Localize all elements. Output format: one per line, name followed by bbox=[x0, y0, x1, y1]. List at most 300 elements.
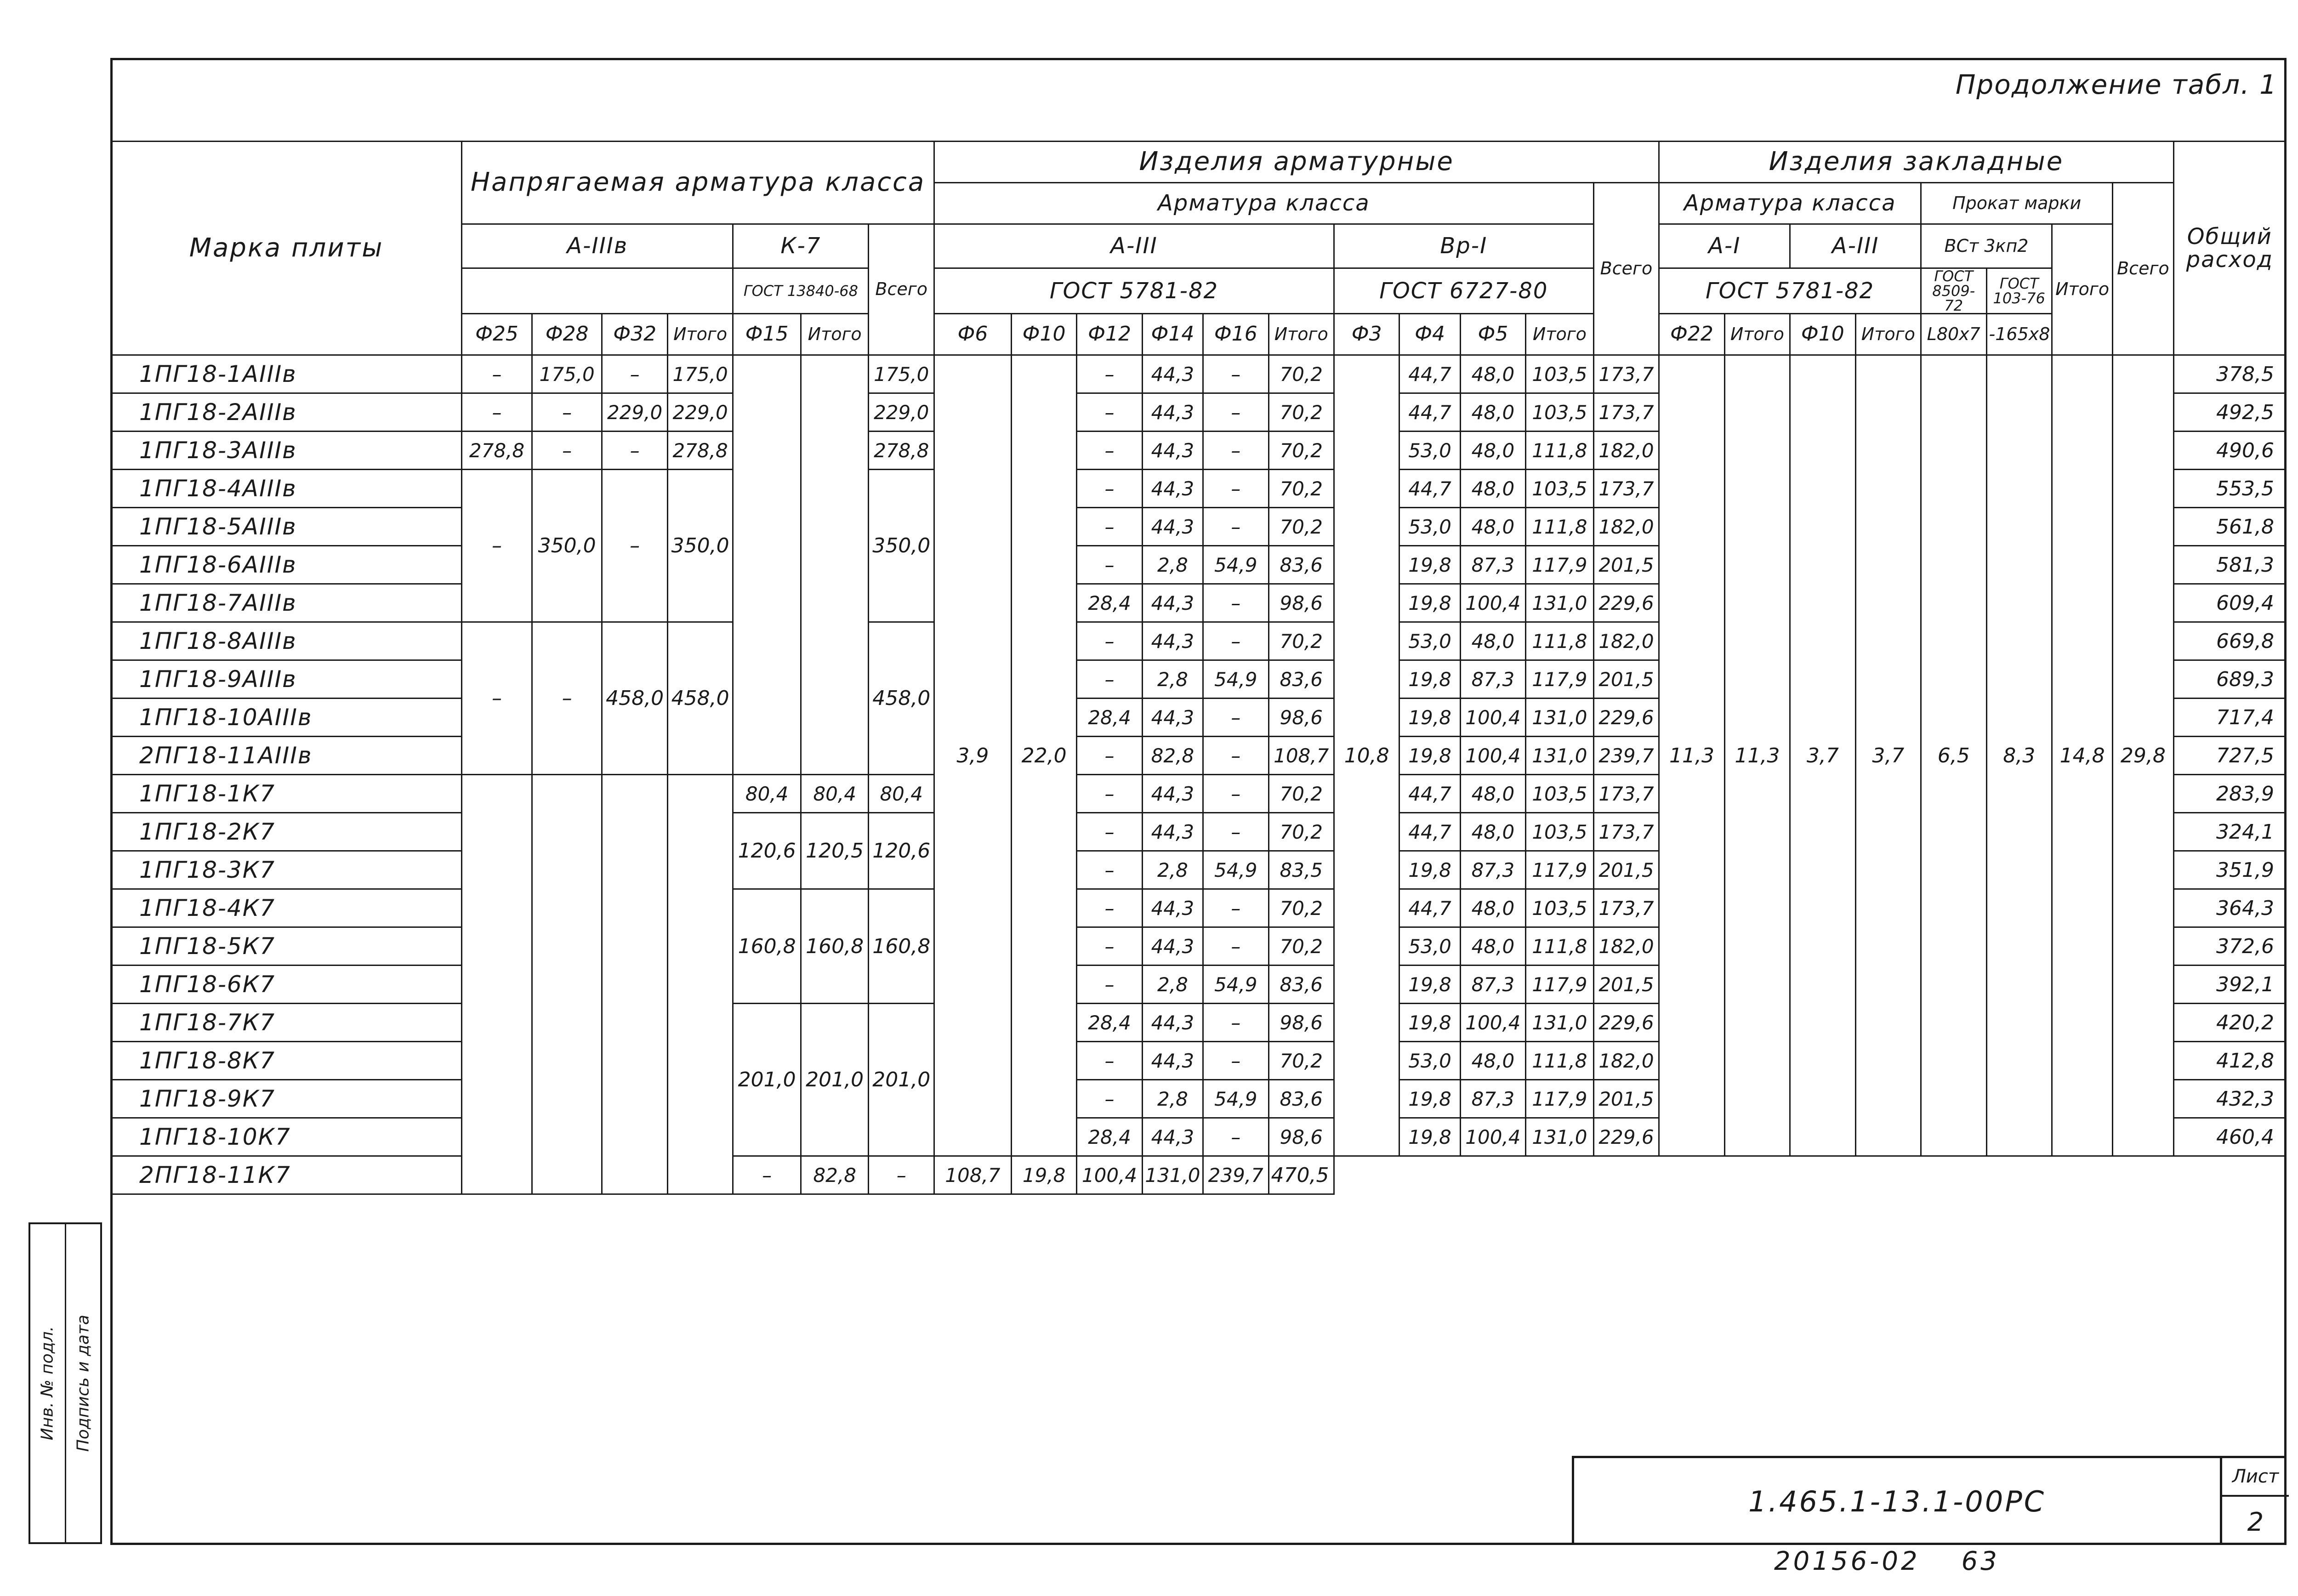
phi12-cell: – bbox=[733, 1156, 801, 1194]
phi16-cell: – bbox=[1203, 775, 1268, 813]
products-vsego-cell: 239,7 bbox=[1203, 1156, 1268, 1194]
products-vsego-cell: 229,6 bbox=[1593, 1118, 1659, 1156]
phi14-cell: 44,3 bbox=[1142, 622, 1203, 660]
phi16-cell: – bbox=[1203, 355, 1268, 393]
slab-mark: 1ПГ18-3АIIIв bbox=[111, 432, 462, 470]
products-vsego-cell: 201,5 bbox=[1593, 660, 1659, 699]
phi16-cell: – bbox=[1203, 699, 1268, 737]
col-l80: L80х7 bbox=[1921, 314, 1986, 355]
phi16-cell: – bbox=[1203, 1042, 1268, 1080]
vsego-embedded-cell: 29,8 bbox=[2113, 355, 2173, 1156]
a3-standard: ГОСТ 5781-82 bbox=[934, 268, 1334, 314]
phi14-cell: 44,3 bbox=[1142, 1118, 1203, 1156]
products-vsego-cell: 201,5 bbox=[1593, 851, 1659, 889]
phi14-cell: 2,8 bbox=[1142, 546, 1203, 584]
col-phi25: Ф25 bbox=[462, 314, 532, 355]
phi28-cell: – bbox=[532, 432, 602, 470]
bp1-itogo-cell: 103,5 bbox=[1526, 355, 1594, 393]
phi4-cell: 53,0 bbox=[1399, 508, 1460, 546]
phi4-cell: 19,8 bbox=[1399, 851, 1460, 889]
phi4-cell: 19,8 bbox=[1011, 1156, 1076, 1194]
phi16-cell: – bbox=[1203, 622, 1268, 660]
phi14-cell: 2,8 bbox=[1142, 660, 1203, 699]
bp1-itogo-cell: 131,0 bbox=[1526, 737, 1594, 775]
phi12-cell: – bbox=[1077, 737, 1142, 775]
phi14-cell: 44,3 bbox=[1142, 508, 1203, 546]
a3v-itogo-cell: 350,0 bbox=[667, 470, 733, 622]
class-bp1-header: Вр-I bbox=[1334, 224, 1593, 268]
total-cell: 351,9 bbox=[2173, 851, 2286, 889]
rolled-header: Прокат марки bbox=[1921, 183, 2113, 224]
slab-mark: 1ПГ18-4К7 bbox=[111, 889, 462, 927]
phi5-cell: 87,3 bbox=[1460, 1080, 1525, 1118]
a3v-empty-cell bbox=[532, 775, 602, 1194]
bp1-itogo-cell: 117,9 bbox=[1526, 660, 1594, 699]
a3-itogo-cell: 83,6 bbox=[1268, 966, 1334, 1004]
a3-itogo-cell: 70,2 bbox=[1268, 508, 1334, 546]
archive-number: 20156-02 bbox=[1774, 1546, 1920, 1576]
phi15-cell: 120,6 bbox=[733, 813, 801, 889]
class-k7-header: К-7 bbox=[733, 224, 869, 268]
phi16-cell: 54,9 bbox=[1203, 966, 1268, 1004]
slab-mark: 1ПГ18-7К7 bbox=[111, 1004, 462, 1042]
prestressed-vsego-cell: 201,0 bbox=[869, 1004, 934, 1156]
table-row bbox=[111, 1156, 2286, 1194]
bp1-itogo-cell: 131,0 bbox=[1526, 584, 1594, 622]
total-cell: 492,5 bbox=[2173, 393, 2286, 432]
phi4-cell: 19,8 bbox=[1399, 1080, 1460, 1118]
slab-mark: 1ПГ18-5К7 bbox=[111, 927, 462, 966]
phi5-cell: 87,3 bbox=[1460, 546, 1525, 584]
phi16-cell: 54,9 bbox=[1203, 1080, 1268, 1118]
phi25-cell: – bbox=[462, 393, 532, 432]
slab-mark: 1ПГ18-2АIIIв bbox=[111, 393, 462, 432]
phi14-cell: 44,3 bbox=[1142, 584, 1203, 622]
phi32-cell: – bbox=[602, 470, 667, 622]
a3-itogo-cell: 108,7 bbox=[1268, 737, 1334, 775]
phi14-cell: 44,3 bbox=[1142, 927, 1203, 966]
slab-mark: 2ПГ18-11К7 bbox=[111, 1156, 462, 1194]
phi32-cell: – bbox=[602, 432, 667, 470]
phi12-cell: – bbox=[1077, 470, 1142, 508]
phi5-cell: 48,0 bbox=[1460, 508, 1525, 546]
phi5-cell: 48,0 bbox=[1460, 1042, 1525, 1080]
phi4-cell: 19,8 bbox=[1399, 546, 1460, 584]
products-vsego-cell: 229,6 bbox=[1593, 699, 1659, 737]
phi12-cell: – bbox=[1077, 393, 1142, 432]
phi25-cell: – bbox=[462, 622, 532, 775]
products-vsego-cell: 182,0 bbox=[1593, 432, 1659, 470]
s65-cell: 8,3 bbox=[1986, 355, 2052, 1156]
phi14-cell: 82,8 bbox=[801, 1156, 869, 1194]
phi12-cell: – bbox=[1077, 1042, 1142, 1080]
a3-itogo-cell: 70,2 bbox=[1268, 927, 1334, 966]
prestressed-vsego-cell: 80,4 bbox=[869, 775, 934, 813]
total-cell: 378,5 bbox=[2173, 355, 2286, 393]
embedded-vsego-header: Всего bbox=[2113, 183, 2173, 355]
bp1-itogo-cell: 111,8 bbox=[1526, 927, 1594, 966]
a3-itogo-cell: 70,2 bbox=[1268, 622, 1334, 660]
phi5-cell: 87,3 bbox=[1460, 966, 1525, 1004]
phi4-cell: 44,7 bbox=[1399, 470, 1460, 508]
slab-mark: 1ПГ18-8К7 bbox=[111, 1042, 462, 1080]
products-vsego-cell: 182,0 bbox=[1593, 622, 1659, 660]
phi14-cell: 44,3 bbox=[1142, 355, 1203, 393]
total-cell: 283,9 bbox=[2173, 775, 2286, 813]
phi28-cell: – bbox=[532, 622, 602, 775]
products-vsego-header: Всего bbox=[1593, 183, 1659, 355]
phi16-cell: – bbox=[1203, 470, 1268, 508]
signature-box bbox=[66, 1224, 101, 1542]
slab-mark: 1ПГ18-9К7 bbox=[111, 1080, 462, 1118]
products-class-header: Арматура класса bbox=[934, 183, 1593, 224]
phi14-cell: 2,8 bbox=[1142, 966, 1203, 1004]
phi16-cell: – bbox=[1203, 1004, 1268, 1042]
phi5-cell: 48,0 bbox=[1460, 622, 1525, 660]
phi12-cell: – bbox=[1077, 508, 1142, 546]
a3-itogo-cell: 70,2 bbox=[1268, 470, 1334, 508]
col-phi10e: Ф10 bbox=[1790, 314, 1855, 355]
products-vsego-cell: 173,7 bbox=[1593, 889, 1659, 927]
phi14-cell: 2,8 bbox=[1142, 851, 1203, 889]
phi5-cell: 100,4 bbox=[1460, 1118, 1525, 1156]
products-vsego-cell: 239,7 bbox=[1593, 737, 1659, 775]
phi16-cell: – bbox=[1203, 584, 1268, 622]
phi12-cell: – bbox=[1077, 927, 1142, 966]
phi5-cell: 87,3 bbox=[1460, 660, 1525, 699]
slab-mark: 1ПГ18-1АIIIв bbox=[111, 355, 462, 393]
a3-itogo-cell: 98,6 bbox=[1268, 1118, 1334, 1156]
phi10e-cell: 3,7 bbox=[1790, 355, 1855, 1156]
phi10-cell: 22,0 bbox=[1011, 355, 1076, 1156]
phi14-cell: 82,8 bbox=[1142, 737, 1203, 775]
a3-itogo-cell: 70,2 bbox=[1268, 775, 1334, 813]
products-vsego-cell: 229,6 bbox=[1593, 1004, 1659, 1042]
phi25-cell: 278,8 bbox=[462, 432, 532, 470]
phi16-cell: – bbox=[1203, 1118, 1268, 1156]
itogo-a1-cell: 11,3 bbox=[1724, 355, 1790, 1156]
rolled-itogo-header: Итого bbox=[2052, 224, 2112, 355]
col-phi22: Ф22 bbox=[1659, 314, 1724, 355]
total-cell: 490,6 bbox=[2173, 432, 2286, 470]
phi16-cell: – bbox=[869, 1156, 934, 1194]
document-code: 1.465.1-13.1-00РС bbox=[1574, 1458, 2222, 1545]
slab-mark: 1ПГ18-6АIIIв bbox=[111, 546, 462, 584]
k7-empty-cell bbox=[733, 355, 801, 775]
phi4-cell: 44,7 bbox=[1399, 355, 1460, 393]
phi12-cell: 28,4 bbox=[1077, 584, 1142, 622]
total-cell: 470,5 bbox=[1268, 1156, 1334, 1194]
col-phi3: Ф3 bbox=[1334, 314, 1399, 355]
a3-itogo-cell: 98,6 bbox=[1268, 699, 1334, 737]
bp1-itogo-cell: 117,9 bbox=[1526, 546, 1594, 584]
class-vst-header: ВСт 3кп2 bbox=[1921, 224, 2052, 268]
phi12-cell: 28,4 bbox=[1077, 1118, 1142, 1156]
col-a3-itogo: Итого bbox=[1268, 314, 1334, 355]
phi12-cell: – bbox=[1077, 1080, 1142, 1118]
col-s65: -165х8 bbox=[1986, 314, 2052, 355]
phi5-cell: 48,0 bbox=[1460, 813, 1525, 851]
a3-itogo-cell: 70,2 bbox=[1268, 889, 1334, 927]
phi16-cell: 54,9 bbox=[1203, 851, 1268, 889]
col-phi6: Ф6 bbox=[934, 314, 1011, 355]
phi12-cell: 28,4 bbox=[1077, 699, 1142, 737]
itogo-rolled-cell: 14,8 bbox=[2052, 355, 2112, 1156]
a3v-itogo-cell: 229,0 bbox=[667, 393, 733, 432]
total-cell: 460,4 bbox=[2173, 1118, 2286, 1156]
a3-itogo-cell: 83,6 bbox=[1268, 546, 1334, 584]
title-block bbox=[1572, 1456, 2287, 1545]
col-phi32: Ф32 bbox=[602, 314, 667, 355]
slab-mark: 1ПГ18-1К7 bbox=[111, 775, 462, 813]
bp1-itogo-cell: 103,5 bbox=[1526, 393, 1594, 432]
phi14-cell: 44,3 bbox=[1142, 432, 1203, 470]
a3-itogo-cell: 70,2 bbox=[1268, 432, 1334, 470]
phi5-cell: 48,0 bbox=[1460, 432, 1525, 470]
products-vsego-cell: 201,5 bbox=[1593, 966, 1659, 1004]
continuation-note: Продолжение табл. 1 bbox=[1955, 69, 2277, 100]
phi16-cell: – bbox=[1203, 813, 1268, 851]
k7-itogo-cell: 201,0 bbox=[801, 1004, 869, 1156]
phi28-cell: 350,0 bbox=[532, 470, 602, 622]
col-a3v-itogo: Итого bbox=[667, 314, 733, 355]
phi4-cell: 19,8 bbox=[1399, 1004, 1460, 1042]
phi32-cell: 458,0 bbox=[602, 622, 667, 775]
phi16-cell: – bbox=[1203, 889, 1268, 927]
inventory-label: Инв. № подл. bbox=[38, 1326, 57, 1441]
reinforcement-table bbox=[110, 141, 2287, 1195]
phi22-cell: 11,3 bbox=[1659, 355, 1724, 1156]
slab-mark: 1ПГ18-2К7 bbox=[111, 813, 462, 851]
phi14-cell: 2,8 bbox=[1142, 1080, 1203, 1118]
vst-standard-b: ГОСТ 103-76 bbox=[1986, 268, 2052, 314]
col-phi10: Ф10 bbox=[1011, 314, 1076, 355]
col-bp1-itogo: Итого bbox=[1526, 314, 1594, 355]
phi4-cell: 53,0 bbox=[1399, 1042, 1460, 1080]
bp1-itogo-cell: 117,9 bbox=[1526, 966, 1594, 1004]
phi12-cell: – bbox=[1077, 889, 1142, 927]
a3-itogo-cell: 108,7 bbox=[934, 1156, 1011, 1194]
phi12-cell: – bbox=[1077, 813, 1142, 851]
phi14-cell: 44,3 bbox=[1142, 813, 1203, 851]
total-cell: 392,1 bbox=[2173, 966, 2286, 1004]
products-group-header: Изделия арматурные bbox=[934, 142, 1659, 183]
phi12-cell: – bbox=[1077, 622, 1142, 660]
phi12-cell: – bbox=[1077, 851, 1142, 889]
phi12-cell: – bbox=[1077, 660, 1142, 699]
phi4-cell: 53,0 bbox=[1399, 622, 1460, 660]
total-cell: 432,3 bbox=[2173, 1080, 2286, 1118]
phi28-cell: – bbox=[532, 393, 602, 432]
products-vsego-cell: 173,7 bbox=[1593, 470, 1659, 508]
col-phi12: Ф12 bbox=[1077, 314, 1142, 355]
a3-itogo-cell: 98,6 bbox=[1268, 1004, 1334, 1042]
table-row bbox=[111, 355, 2286, 393]
slab-mark: 1ПГ18-4АIIIв bbox=[111, 470, 462, 508]
k7-itogo-cell: 120,5 bbox=[801, 813, 869, 889]
total-cell: 553,5 bbox=[2173, 470, 2286, 508]
phi32-cell: – bbox=[602, 355, 667, 393]
class-a3e-header: А-III bbox=[1790, 224, 1921, 268]
phi16-cell: 54,9 bbox=[1203, 546, 1268, 584]
prestressed-vsego-cell: 350,0 bbox=[869, 470, 934, 622]
total-cell: 324,1 bbox=[2173, 813, 2286, 851]
a3v-standard-cell bbox=[462, 268, 733, 314]
phi16-cell: – bbox=[1203, 432, 1268, 470]
bp1-itogo-cell: 111,8 bbox=[1526, 622, 1594, 660]
total-cell: 717,4 bbox=[2173, 699, 2286, 737]
slab-mark: 1ПГ18-5АIIIв bbox=[111, 508, 462, 546]
total-cell: 609,4 bbox=[2173, 584, 2286, 622]
bp1-standard: ГОСТ 6727-80 bbox=[1334, 268, 1593, 314]
bp1-itogo-cell: 111,8 bbox=[1526, 508, 1594, 546]
products-vsego-cell: 173,7 bbox=[1593, 355, 1659, 393]
table-body bbox=[111, 355, 2286, 1194]
phi14-cell: 44,3 bbox=[1142, 1004, 1203, 1042]
k7-empty-cell bbox=[801, 355, 869, 775]
slab-mark: 2ПГ18-11АIIIв bbox=[111, 737, 462, 775]
a3-itogo-cell: 98,6 bbox=[1268, 584, 1334, 622]
products-vsego-cell: 182,0 bbox=[1593, 508, 1659, 546]
bp1-itogo-cell: 103,5 bbox=[1526, 775, 1594, 813]
col-phi16: Ф16 bbox=[1203, 314, 1268, 355]
a3-itogo-cell: 70,2 bbox=[1268, 1042, 1334, 1080]
slab-mark: 1ПГ18-3К7 bbox=[111, 851, 462, 889]
phi14-cell: 44,3 bbox=[1142, 470, 1203, 508]
l80-cell: 6,5 bbox=[1921, 355, 1986, 1156]
col-phi15: Ф15 bbox=[733, 314, 801, 355]
prestressed-vsego-cell: 229,0 bbox=[869, 393, 934, 432]
class-a3-header: А-III bbox=[934, 224, 1334, 268]
phi5-cell: 48,0 bbox=[1460, 355, 1525, 393]
phi15-cell: 201,0 bbox=[733, 1004, 801, 1156]
total-cell: 669,8 bbox=[2173, 622, 2286, 660]
slab-mark: 1ПГ18-6К7 bbox=[111, 966, 462, 1004]
total-cell: 561,8 bbox=[2173, 508, 2286, 546]
phi25-cell: – bbox=[462, 470, 532, 622]
col-a3e-itogo: Итого bbox=[1855, 314, 1921, 355]
slab-mark: 1ПГ18-8АIIIв bbox=[111, 622, 462, 660]
k7-standard: ГОСТ 13840-68 bbox=[733, 268, 869, 314]
prestressed-vsego-cell: 175,0 bbox=[869, 355, 934, 393]
phi15-cell: 160,8 bbox=[733, 889, 801, 1004]
products-vsego-cell: 229,6 bbox=[1593, 584, 1659, 622]
signature-label: Подпись и дата bbox=[74, 1314, 93, 1452]
phi5-cell: 48,0 bbox=[1460, 470, 1525, 508]
bp1-itogo-cell: 117,9 bbox=[1526, 851, 1594, 889]
phi16-cell: – bbox=[1203, 393, 1268, 432]
sheet-label: Лист bbox=[2222, 1458, 2289, 1497]
bp1-itogo-cell: 103,5 bbox=[1526, 889, 1594, 927]
phi12-cell: – bbox=[1077, 432, 1142, 470]
phi16-cell: – bbox=[1203, 508, 1268, 546]
phi32-cell: 229,0 bbox=[602, 393, 667, 432]
a3-itogo-cell: 83,6 bbox=[1268, 1080, 1334, 1118]
bp1-itogo-cell: 117,9 bbox=[1526, 1080, 1594, 1118]
k7-itogo-cell: 80,4 bbox=[801, 775, 869, 813]
a3-itogo-cell: 70,2 bbox=[1268, 355, 1334, 393]
phi4-cell: 44,7 bbox=[1399, 813, 1460, 851]
vst-standard-a: ГОСТ 8509-72 bbox=[1921, 268, 1986, 314]
a3v-itogo-cell: 175,0 bbox=[667, 355, 733, 393]
products-vsego-cell: 173,7 bbox=[1593, 775, 1659, 813]
phi4-cell: 19,8 bbox=[1399, 966, 1460, 1004]
bp1-itogo-cell: 131,0 bbox=[1526, 1004, 1594, 1042]
products-vsego-cell: 173,7 bbox=[1593, 393, 1659, 432]
sheet-number: 2 bbox=[2247, 1507, 2264, 1537]
a3-itogo-cell: 70,2 bbox=[1268, 813, 1334, 851]
phi5-cell: 48,0 bbox=[1460, 393, 1525, 432]
bp1-itogo-cell: 111,8 bbox=[1526, 1042, 1594, 1080]
phi4-cell: 19,8 bbox=[1399, 584, 1460, 622]
phi5-cell: 100,4 bbox=[1460, 1004, 1525, 1042]
class-a1-header: А-I bbox=[1659, 224, 1790, 268]
bp1-itogo-cell: 131,0 bbox=[1142, 1156, 1203, 1194]
slab-mark: 1ПГ18-10АIIIв bbox=[111, 699, 462, 737]
phi12-cell: – bbox=[1077, 546, 1142, 584]
total-cell: 364,3 bbox=[2173, 889, 2286, 927]
bp1-itogo-cell: 131,0 bbox=[1526, 699, 1594, 737]
col-a1-itogo: Итого bbox=[1724, 314, 1790, 355]
embedded-group-header: Изделия закладные bbox=[1659, 142, 2173, 183]
page-number: 63 bbox=[1961, 1546, 2000, 1576]
phi5-cell: 48,0 bbox=[1460, 889, 1525, 927]
phi16-cell: – bbox=[1203, 737, 1268, 775]
products-vsego-cell: 201,5 bbox=[1593, 1080, 1659, 1118]
phi3-cell: 10,8 bbox=[1334, 355, 1399, 1156]
products-vsego-cell: 201,5 bbox=[1593, 546, 1659, 584]
phi12-cell: – bbox=[1077, 775, 1142, 813]
col-phi5: Ф5 bbox=[1460, 314, 1525, 355]
archive-line bbox=[1774, 1546, 2000, 1576]
phi14-cell: 44,3 bbox=[1142, 889, 1203, 927]
phi4-cell: 19,8 bbox=[1399, 737, 1460, 775]
a3-itogo-cell: 83,5 bbox=[1268, 851, 1334, 889]
total-header: Общий расход bbox=[2173, 142, 2286, 355]
phi12-cell: – bbox=[1077, 355, 1142, 393]
slab-mark: 1ПГ18-7АIIIв bbox=[111, 584, 462, 622]
prestressed-vsego-cell: 160,8 bbox=[869, 889, 934, 1004]
k7-itogo-cell: 160,8 bbox=[801, 889, 869, 1004]
a3v-empty-cell bbox=[667, 775, 733, 1194]
phi4-cell: 44,7 bbox=[1399, 775, 1460, 813]
products-vsego-cell: 173,7 bbox=[1593, 813, 1659, 851]
total-cell: 689,3 bbox=[2173, 660, 2286, 699]
phi28-cell: 175,0 bbox=[532, 355, 602, 393]
a3v-empty-cell bbox=[462, 775, 532, 1194]
prestressed-vsego-cell: 458,0 bbox=[869, 622, 934, 775]
slab-mark: 1ПГ18-10К7 bbox=[111, 1118, 462, 1156]
embedded-standard: ГОСТ 5781-82 bbox=[1659, 268, 1921, 314]
prestressed-vsego-cell: 278,8 bbox=[869, 432, 934, 470]
phi5-cell: 100,4 bbox=[1460, 584, 1525, 622]
mark-header: Марка плиты bbox=[111, 142, 462, 355]
phi14-cell: 44,3 bbox=[1142, 775, 1203, 813]
phi4-cell: 53,0 bbox=[1399, 927, 1460, 966]
bp1-itogo-cell: 103,5 bbox=[1526, 470, 1594, 508]
phi4-cell: 19,8 bbox=[1399, 660, 1460, 699]
total-cell: 412,8 bbox=[2173, 1042, 2286, 1080]
phi16-cell: 54,9 bbox=[1203, 660, 1268, 699]
a3v-empty-cell bbox=[602, 775, 667, 1194]
phi25-cell: – bbox=[462, 355, 532, 393]
col-phi4: Ф4 bbox=[1399, 314, 1460, 355]
phi4-cell: 19,8 bbox=[1399, 699, 1460, 737]
prestressed-vsego-cell: 120,6 bbox=[869, 813, 934, 889]
phi16-cell: – bbox=[1203, 927, 1268, 966]
bp1-itogo-cell: 111,8 bbox=[1526, 432, 1594, 470]
phi12-cell: 28,4 bbox=[1077, 1004, 1142, 1042]
